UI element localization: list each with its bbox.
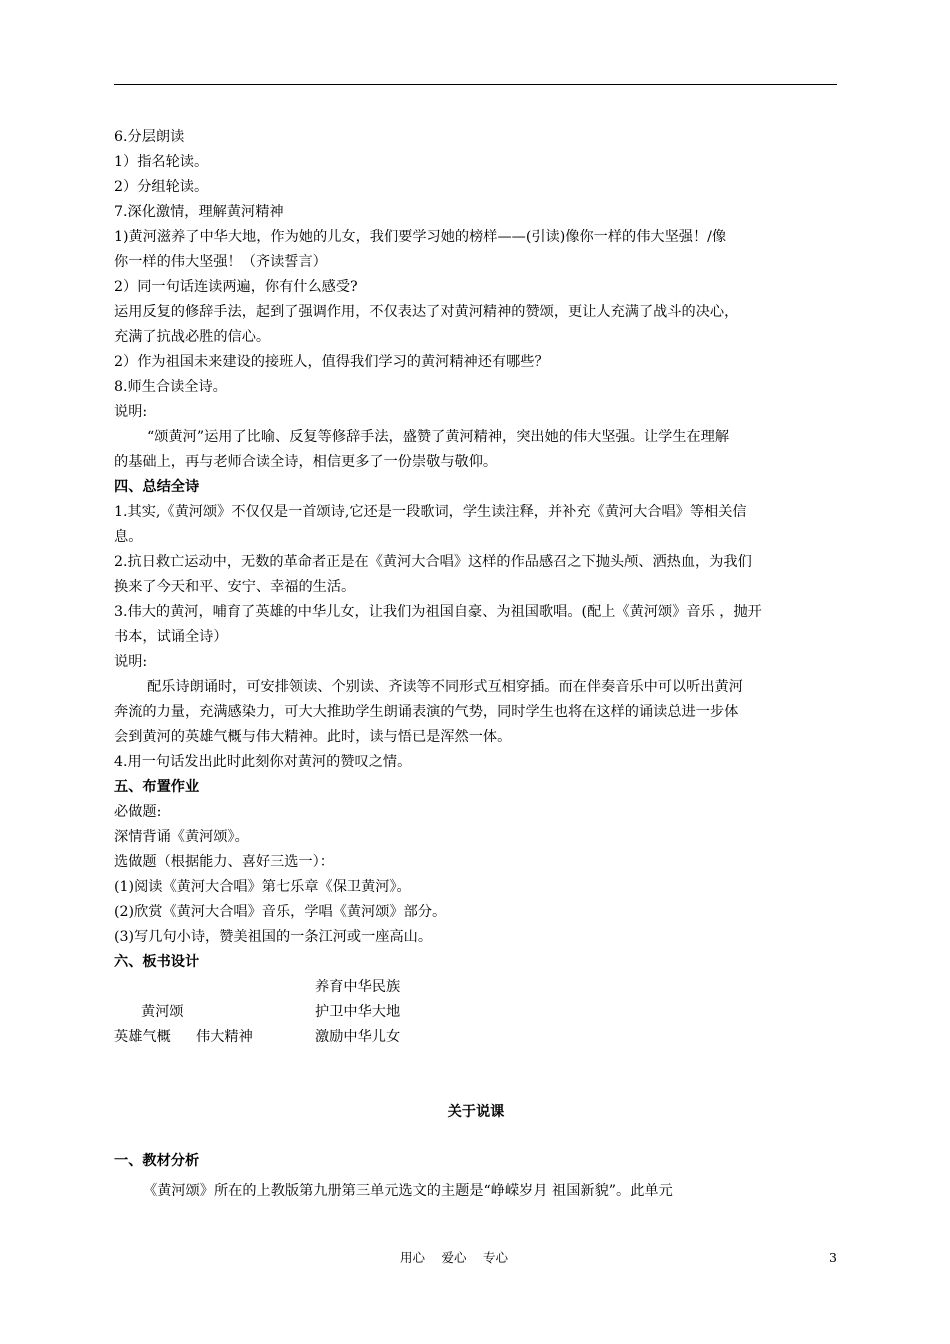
header-rule	[114, 84, 837, 85]
text-line: 2）同一句话连读两遍，你有什么感受?	[114, 279, 358, 295]
section-item: 6.分层朗读	[114, 129, 185, 145]
page-number: 3	[829, 1250, 837, 1265]
text-line: 1）指名轮读。	[114, 154, 209, 170]
note-label: 说明:	[114, 654, 148, 670]
text-line: 1.其实,《黄河颂》不仅仅是一首颂诗,它还是一段歌词，学生读注释，并补充《黄河大合唱》等相关信	[114, 504, 747, 520]
board-text: 养育中华民族	[315, 979, 401, 995]
text-line: 奔流的力量，充满感染力，可大大推助学生朗诵表演的气势，同时学生也将在这样的诵读总进一步体	[114, 704, 739, 720]
section-heading: 五、布置作业	[114, 779, 200, 795]
text-line: (2)欣赏《黄河大合唱》音乐，学唱《黄河颂》部分。	[114, 904, 447, 920]
section-item: 7.深化激情，理解黄河精神	[114, 204, 284, 220]
board-text: 伟大精神	[196, 1029, 253, 1045]
text-line: 的基础上，再与老师合读全诗，相信更多了一份崇敬与敬仰。	[114, 454, 498, 470]
board-title: 黄河颂	[141, 1004, 184, 1020]
board-text: 护卫中华大地	[315, 1004, 401, 1020]
text-line: 你一样的伟大坚强！（齐读誓言）	[114, 254, 327, 270]
text-line: “颂黄河”运用了比喻、反复等修辞手法，盛赞了黄河精神，突出她的伟大坚强。让学生在理解	[147, 429, 730, 445]
text-line: 运用反复的修辞手法，起到了强调作用，不仅表达了对黄河精神的赞颂，更让人充满了战斗的决心，	[114, 304, 739, 320]
section-heading: 六、板书设计	[114, 954, 200, 970]
text-line: 换来了今天和平、安宁、幸福的生活。	[114, 579, 356, 595]
board-text: 激励中华儿女	[315, 1029, 401, 1045]
footer-text: 用心 爱心 专心	[400, 1250, 508, 1265]
section-heading: 一、教材分析	[114, 1153, 200, 1169]
text-line: 4.用一句话发出此时此刻你对黄河的赞叹之情。	[114, 754, 412, 770]
text-line: 选做题（根据能力、喜好三选一）：	[114, 854, 334, 870]
section-heading: 四、总结全诗	[114, 479, 200, 495]
section-item: 8.师生合读全诗。	[114, 379, 227, 395]
text-line: 《黄河颂》所在的上教版第九册第三单元选文的主题是“峥嵘岁月 祖国新貌”。此单元	[143, 1183, 673, 1199]
text-line: (3)写几句小诗，赞美祖国的一条江河或一座高山。	[114, 929, 433, 945]
text-line: 2）作为祖国未来建设的接班人，值得我们学习的黄河精神还有哪些？	[114, 354, 549, 370]
note-label: 说明:	[114, 404, 148, 420]
text-line: 2.抗日救亡运动中，无数的革命者正是在《黄河大合唱》这样的作品感召之下抛头颅、洒热血，为我们	[114, 554, 752, 570]
text-line: 会到黄河的英雄气概与伟大精神。此时，读与悟已是浑然一体。	[114, 729, 512, 745]
text-line: 1)黄河滋养了中华大地，作为她的儿女，我们要学习她的榜样——(引读)像你一样的伟大坚强！/像	[114, 229, 727, 245]
text-line: 充满了抗战必胜的信心。	[114, 329, 271, 345]
text-line: 配乐诗朗诵时，可安排领读、个别读、齐读等不同形式互相穿插。而在伴奏音乐中可以听出黄河	[147, 679, 743, 695]
text-line: 2）分组轮读。	[114, 179, 209, 195]
text-line: 3.伟大的黄河，哺育了英雄的中华儿女，让我们为祖国自豪、为祖国歌唱。(配上《黄河颂》音乐 ，抛开	[114, 604, 762, 620]
text-line: (1)阅读《黄河大合唱》第七乐章《保卫黄河》。	[114, 879, 411, 895]
section-title: 关于说课	[447, 1104, 505, 1120]
text-line: 息。	[114, 529, 143, 545]
text-line: 书本，试诵全诗）	[114, 629, 228, 645]
text-line: 必做题:	[114, 804, 162, 820]
board-text: 英雄气概	[114, 1029, 171, 1045]
text-line: 深情背诵《黄河颂》。	[114, 829, 249, 845]
